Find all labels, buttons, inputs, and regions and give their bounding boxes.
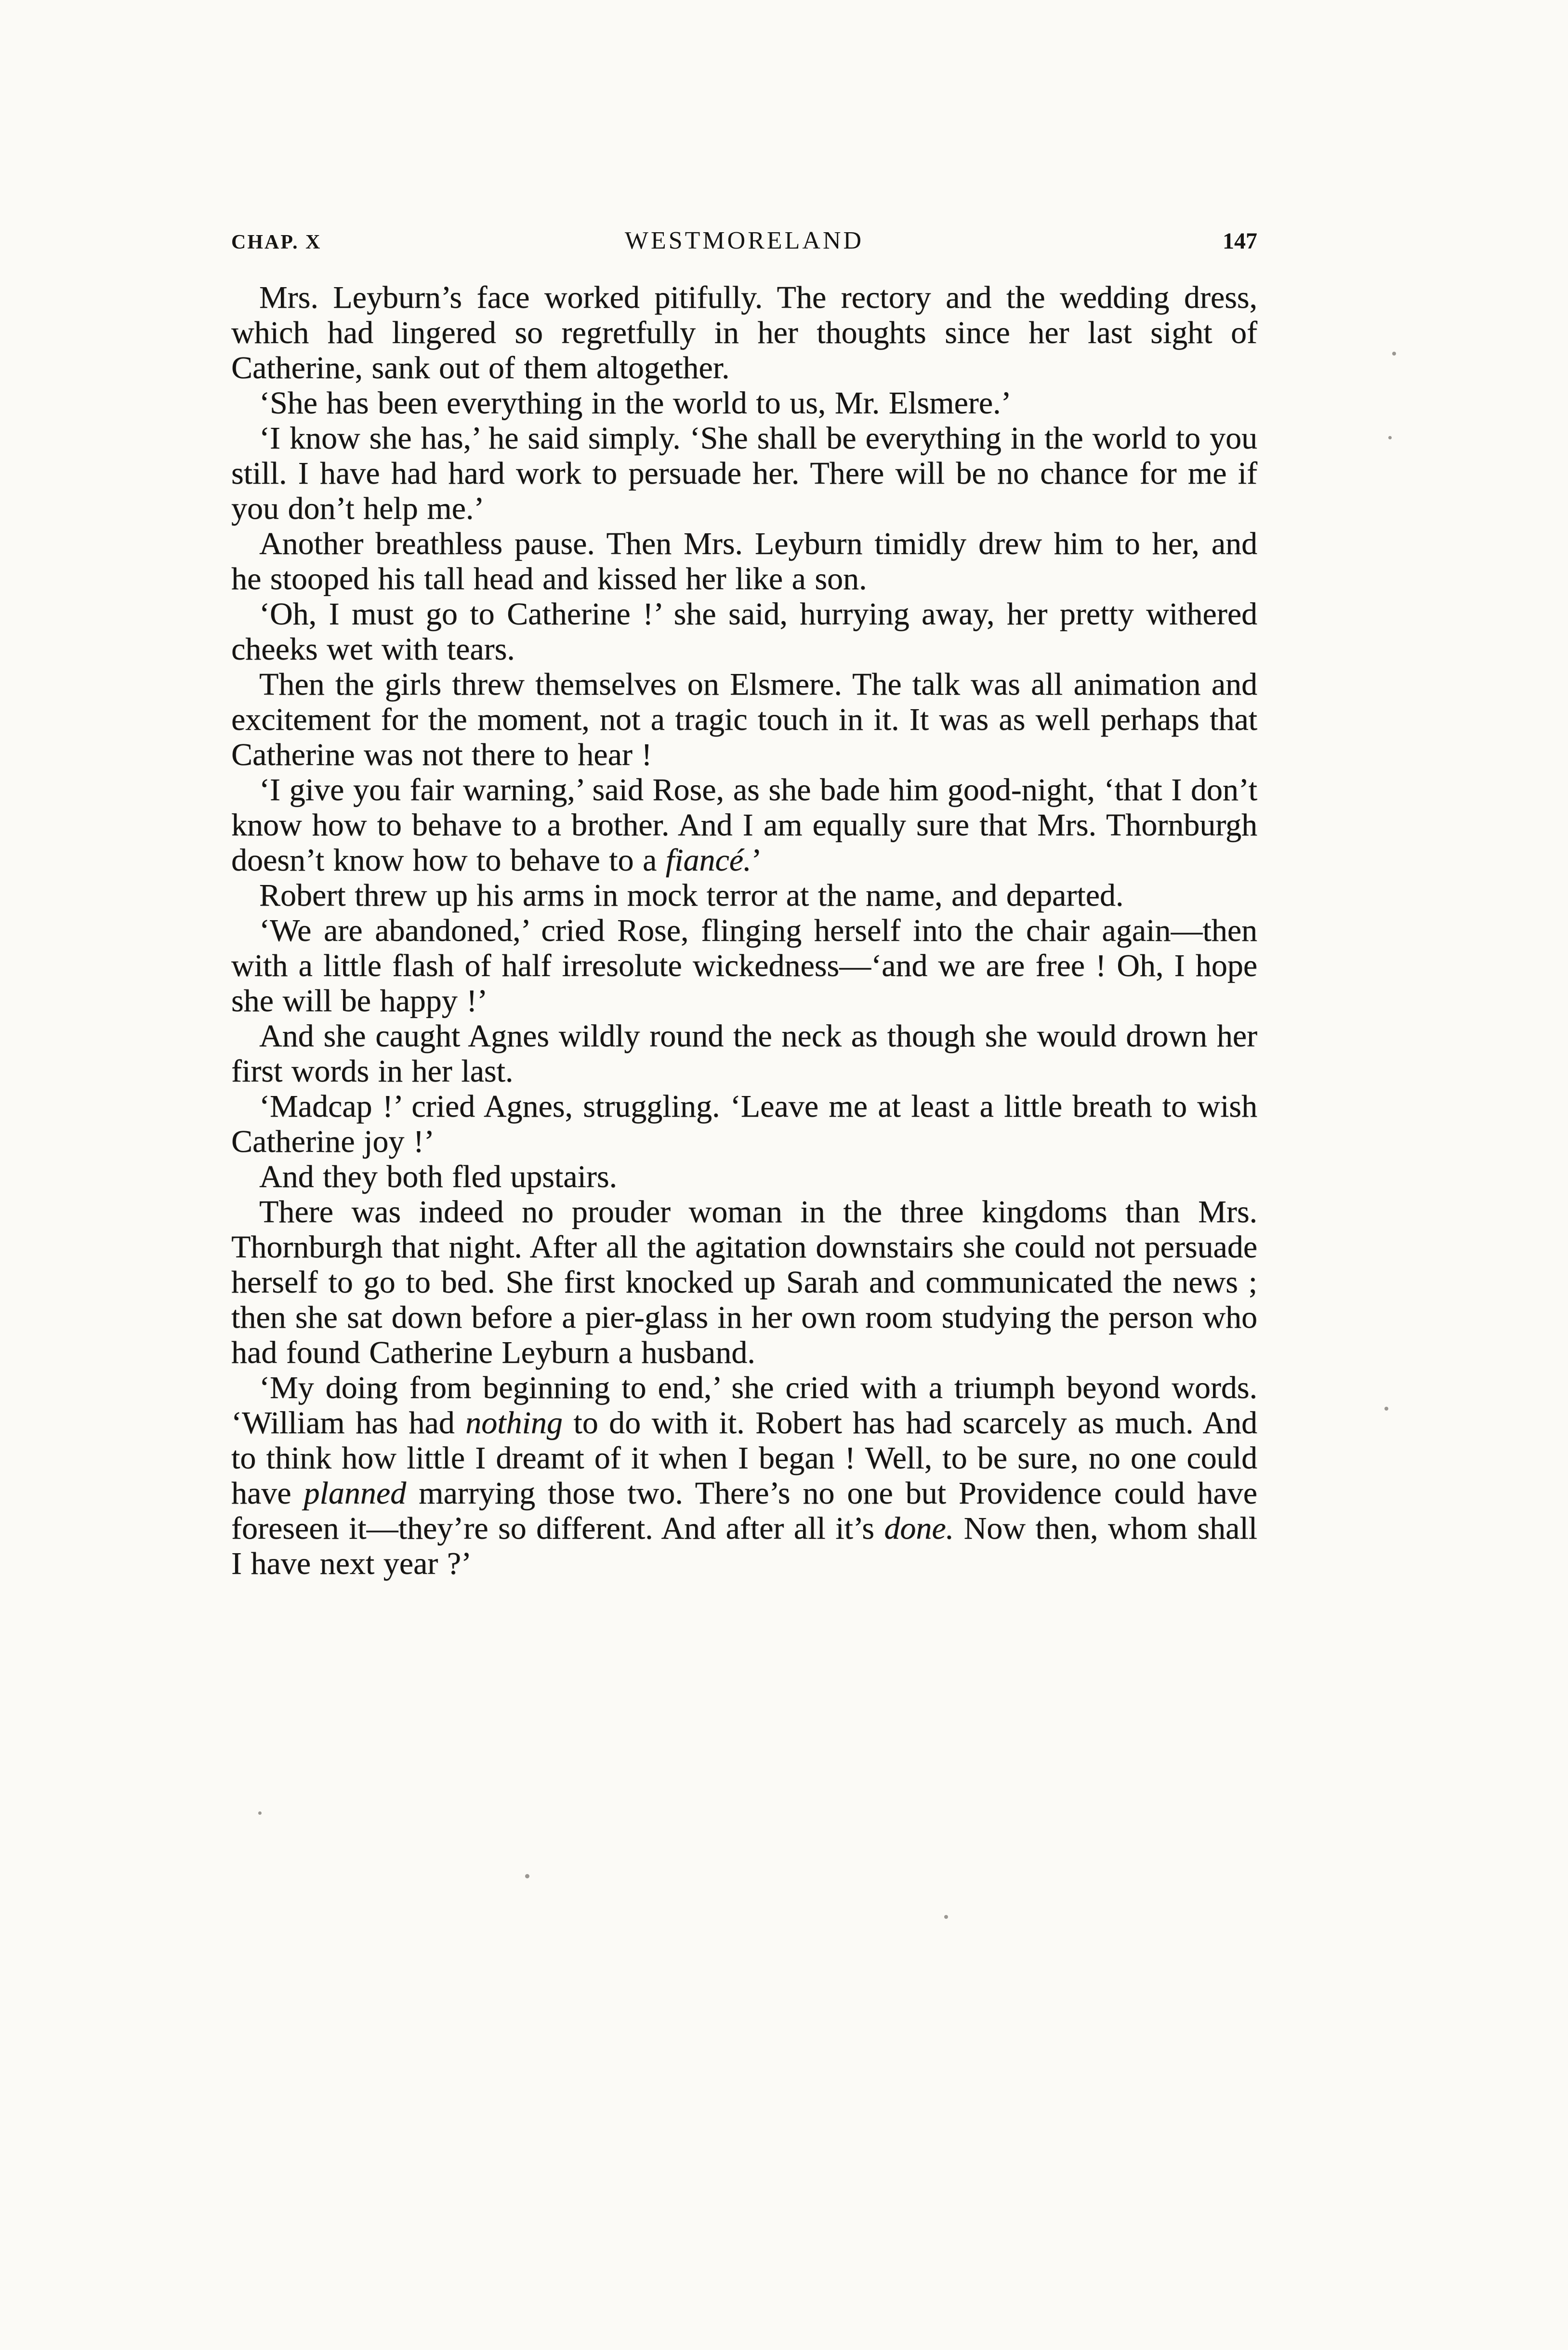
scan-speck bbox=[525, 1874, 529, 1878]
text-segment: There was indeed no prouder woman in the three kingdoms than Mrs. Thornburgh that night. After all the agitation downstairs she could not persuade herself to go to bed. She first knocked up Sarah and communicated the news ; then she sat down before a pier-glass in her own room studying the person who had found Catherine Leyburn a husband. bbox=[231, 1194, 1257, 1370]
text-segment: Now then, whom shall I have next year ?’ bbox=[231, 1511, 1257, 1581]
paragraph bbox=[231, 596, 1257, 667]
paragraph bbox=[231, 1370, 1257, 1581]
scan-speck bbox=[258, 1811, 262, 1815]
scan-speck bbox=[1384, 1407, 1388, 1411]
text-segment: ‘My doing from beginning to end,’ she cried with a triumph beyond words. ‘William has had bbox=[231, 1370, 1257, 1440]
running-title: WESTMORELAND bbox=[624, 227, 864, 254]
scan-speck bbox=[1388, 436, 1392, 439]
paragraph bbox=[231, 385, 1257, 421]
text-segment: ’ bbox=[751, 843, 762, 878]
text-segment: Robert threw up his arms in mock terror at the name, and departed. bbox=[259, 878, 1124, 913]
paragraph bbox=[231, 1089, 1257, 1159]
text-segment: ‘We are abandoned,’ cried Rose, flinging herself into the chair again—then with a little flash of half irresolute wickedness—‘and we are free ! Oh, I hope she will be happy !’ bbox=[231, 913, 1257, 1018]
text-segment: to do with it. Robert has had scarcely as much. And to think how little I dreamt of it when I began ! Well, to be sure, no one could have bbox=[231, 1405, 1257, 1511]
text-segment: And she caught Agnes wildly round the neck as though she would drown her first words in her last. bbox=[231, 1018, 1257, 1089]
chapter-label: CHAP. X bbox=[231, 231, 322, 253]
text-segment: And they both fled upstairs. bbox=[259, 1159, 618, 1194]
paragraph bbox=[231, 280, 1257, 385]
italic-text: done. bbox=[884, 1511, 954, 1546]
italic-text: planned bbox=[303, 1476, 407, 1511]
paragraph bbox=[231, 878, 1257, 913]
italic-text: fiancé. bbox=[665, 843, 751, 878]
text-segment: Mrs. Leyburn’s face worked pitifully. The rectory and the wedding dress, which had lingered so regretfully in her thoughts since her last sight of Catherine, sank out of them altogether. bbox=[231, 280, 1257, 385]
text-block bbox=[231, 280, 1257, 1581]
page-content bbox=[231, 226, 1257, 1581]
paragraph bbox=[231, 421, 1257, 526]
page-header bbox=[231, 226, 1257, 255]
text-segment: ‘Oh, I must go to Catherine !’ she said, hurrying away, her pretty withered cheeks wet with tears. bbox=[231, 596, 1257, 667]
text-segment: ‘Madcap !’ cried Agnes, struggling. ‘Leave me at least a little breath to wish Catherine joy !’ bbox=[231, 1089, 1257, 1159]
text-segment: ‘She has been everything in the world to us, Mr. Elsmere.’ bbox=[259, 385, 1012, 421]
paragraph bbox=[231, 1159, 1257, 1194]
paragraph bbox=[231, 913, 1257, 1018]
paragraph bbox=[231, 1018, 1257, 1089]
paragraph bbox=[231, 772, 1257, 878]
scan-speck bbox=[1392, 352, 1396, 356]
text-segment: ‘I give you fair warning,’ said Rose, as she bade him good-night, ‘that I don’t know how to behave to a brother. And I am equally sure that Mrs. Thornburgh doesn’t know how to behave to a bbox=[231, 772, 1257, 878]
paragraph bbox=[231, 526, 1257, 596]
text-segment: marrying those two. There’s no one but Providence could have foreseen it—they’re so different. And after all it’s bbox=[231, 1476, 1257, 1546]
paragraph bbox=[231, 667, 1257, 772]
text-segment: Then the girls threw themselves on Elsmere. The talk was all animation and excitement for the moment, not a tragic touch in it. It was as well perhaps that Catherine was not there to hear ! bbox=[231, 667, 1257, 772]
text-segment: Another breathless pause. Then Mrs. Leyburn timidly drew him to her, and he stooped his tall head and kissed her like a son. bbox=[231, 526, 1257, 596]
text-segment: ‘I know she has,’ he said simply. ‘She shall be everything in the world to you still. I have had hard work to persuade her. There will be no chance for me if you don’t help me.’ bbox=[231, 421, 1257, 526]
scan-speck bbox=[944, 1915, 948, 1919]
page-number: 147 bbox=[1223, 228, 1257, 254]
paragraph bbox=[231, 1194, 1257, 1370]
italic-text: nothing bbox=[465, 1405, 563, 1440]
